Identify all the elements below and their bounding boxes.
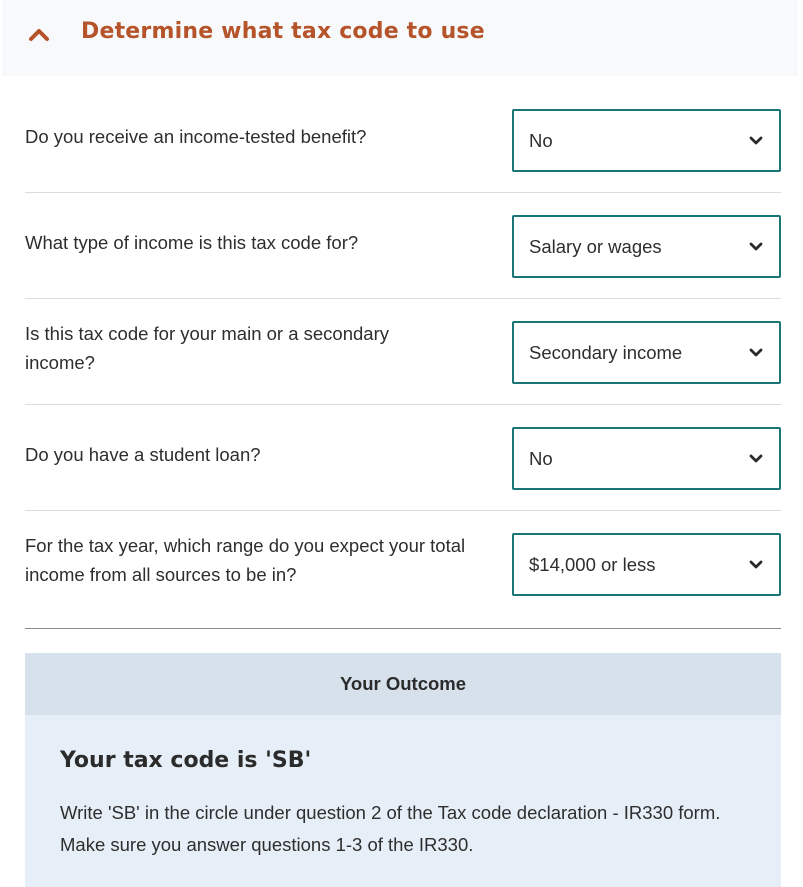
accordion-header[interactable]	[2, 0, 798, 76]
income-range-select[interactable]	[512, 533, 781, 596]
student-loan-select[interactable]	[512, 427, 781, 490]
divider	[25, 404, 781, 405]
select-value: Secondary income	[529, 341, 683, 363]
chevron-up-icon	[28, 26, 50, 42]
divider	[25, 510, 781, 511]
income-type-select[interactable]	[512, 215, 781, 278]
chevron-down-icon	[749, 454, 763, 464]
question-row-main-secondary	[25, 321, 781, 384]
main-secondary-select[interactable]	[512, 321, 781, 384]
divider	[25, 628, 781, 629]
divider	[25, 298, 781, 299]
question-label: For the tax year, which range do you expect your total income from all sources to be in?	[25, 535, 466, 585]
select-value: Salary or wages	[529, 235, 662, 257]
chevron-down-icon	[749, 242, 763, 252]
select-value: No	[529, 129, 553, 151]
question-row-income-type	[25, 215, 781, 278]
question-row-income-range	[25, 533, 781, 596]
divider	[25, 192, 781, 193]
accordion-title: Determine what tax code to use	[81, 19, 485, 44]
outcome-text: Write 'SB' in the circle under question 2 of the Tax code declaration - IR330 form. Make sure you answer questions 1-3 of the IR330.	[60, 802, 721, 855]
chevron-down-icon	[749, 136, 763, 146]
select-value: $14,000 or less	[529, 553, 656, 575]
select-value: No	[529, 447, 553, 469]
outcome-header	[25, 653, 781, 715]
question-label: Is this tax code for your main or a secondary income?	[25, 323, 390, 373]
chevron-down-icon	[749, 348, 763, 358]
outcome-panel	[25, 715, 781, 887]
outcome-title: Your tax code is 'SB'	[60, 748, 312, 773]
question-row-benefit	[25, 109, 781, 172]
question-row-student-loan	[25, 427, 781, 490]
question-label: Do you have a student loan?	[25, 444, 261, 465]
benefit-select[interactable]	[512, 109, 781, 172]
outcome-header-text: Your Outcome	[339, 673, 467, 694]
question-label: What type of income is this tax code for?	[25, 232, 359, 253]
question-label: Do you receive an income-tested benefit?	[25, 126, 367, 147]
chevron-down-icon	[749, 560, 763, 570]
